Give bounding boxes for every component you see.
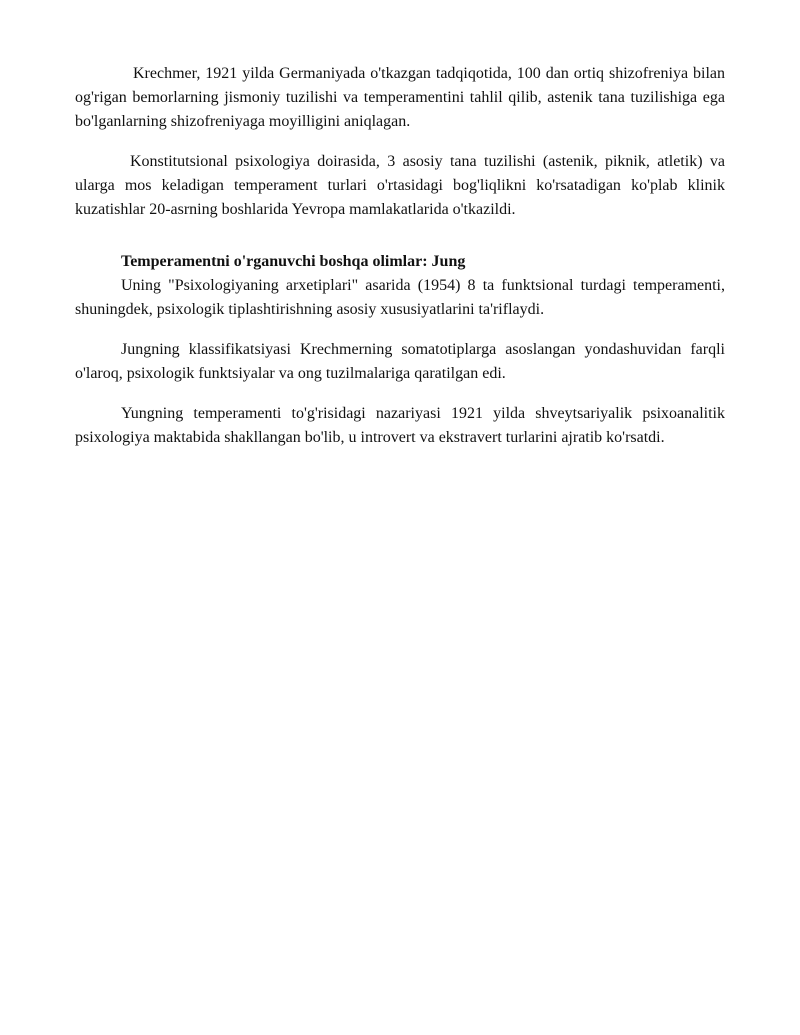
- paragraph-jung-theory: Yungning temperamenti to'g'risidagi nazariyasi 1921 yilda shveytsariyalik psixoanalitik psixologiya maktabida shakllangan bo'lib, u introvert va ekstravert turlarini ajratib ko'rsatdi.: [75, 405, 725, 446]
- paragraph-jung-classification: Jungning klassifikatsiyasi Krechmerning somatotiplarga asoslangan yondashuvidan farqli o'laroq, psixologik funktsiyalar va ong tuzilmalariga qaratilgan edi.: [75, 341, 725, 382]
- paragraph-kretschmer: Krechmer, 1921 yilda Germaniyada o'tkazgan tadqiqotida, 100 dan ortiq shizofreniya bilan og'rigan bemorlarning jismoniy tuzilishi va temperamentini tahlil qilib, astenik tana tuzilishiga ega bo'lganlarning shizofreniyaga moyilligini aniqlagan.: [75, 65, 725, 130]
- paragraph-constitutional-psychology: Konstitutsional psixologiya doirasida, 3 asosiy tana tuzilishi (astenik, piknik, atletik) va ularga mos keladigan temperament turlari o'rtasidagi bog'liqlikni ko'rsatadigan ko'plab klinik kuzatishlar 20-asrning boshlarida Yevropa mamlakatlarida o'tkazildi.: [75, 153, 725, 218]
- document-page: [75, 62, 725, 466]
- paragraph-archetypes: Uning "Psixologiyaning arxetiplari" asarida (1954) 8 ta funktsional turdagi temperamenti, shuningdek, psixologik tiplashtirishning asosiy xususiyatlarini ta'riflaydi.: [75, 277, 725, 318]
- section-heading-jung: Temperamentni o'rganuvchi boshqa olimlar: Jung: [121, 253, 466, 270]
